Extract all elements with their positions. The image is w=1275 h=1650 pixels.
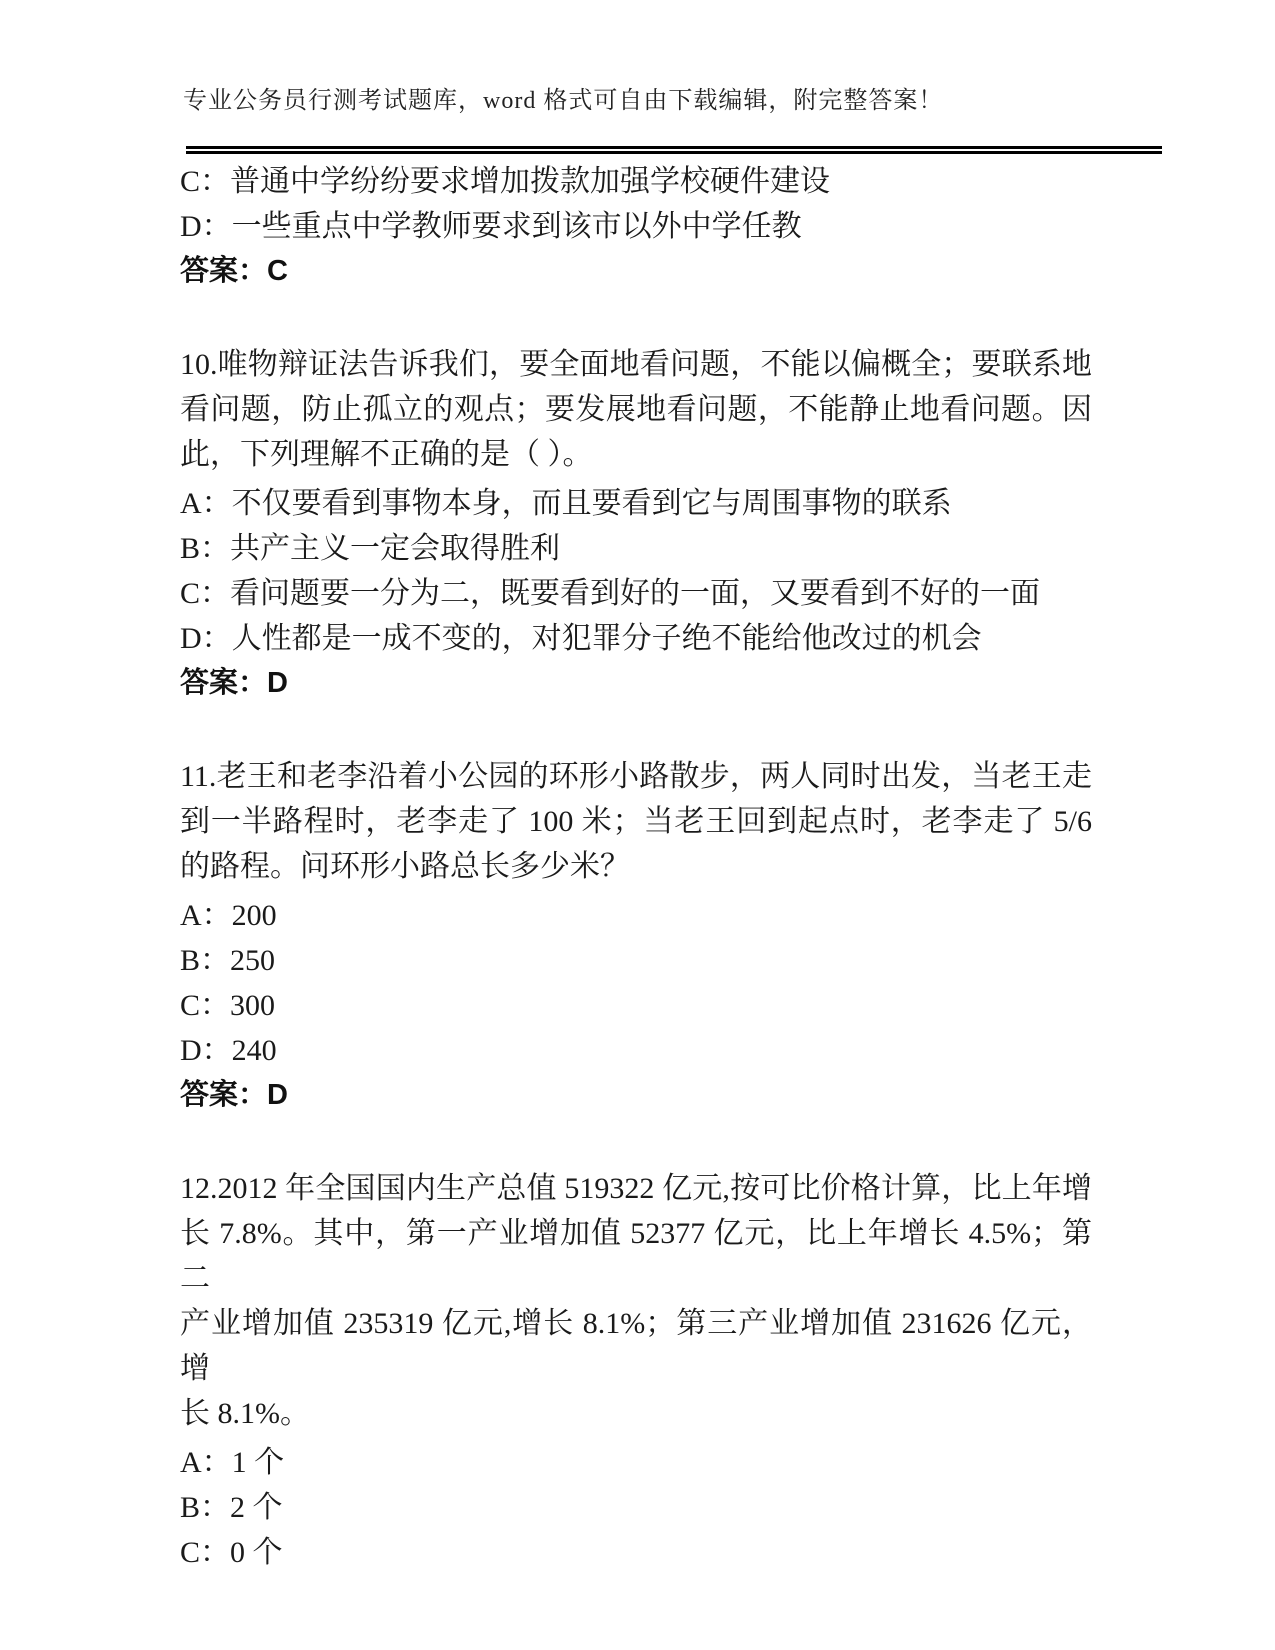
question-10-stem-line-1: 10.唯物辩证法告诉我们，要全面地看问题，不能以偏概全；要联系地 <box>180 348 1092 381</box>
question-10-answer-line: 答案：D <box>180 667 288 699</box>
question-9-partial-answer <box>180 249 1092 294</box>
question-11-option-d-line-1: D：240 <box>180 1034 277 1067</box>
question-11-option-a-line-1: A：200 <box>180 899 277 932</box>
question-12-stem-line-1: 12.2012 年全国国内生产总值 519322 亿元,按可比价格计算，比上年增 <box>180 1172 1092 1205</box>
question-11-stem-line-3: 的路程。问环形小路总长多少米？ <box>180 850 630 883</box>
question-10-option-b-line-1: B：共产主义一定会取得胜利 <box>180 532 561 565</box>
question-10-stem-line-3: 此，下列理解不正确的是（ ）。 <box>180 438 593 471</box>
question-10-option-a <box>180 481 1092 526</box>
question-10-option-d <box>180 616 1092 661</box>
question-9-partial-answer-line: 答案：C <box>180 255 288 287</box>
question-11-option-c-line-1: C：300 <box>180 989 276 1022</box>
question-9-partial-option-d-line-1: D：一些重点中学教师要求到该市以外中学任教 <box>180 210 802 243</box>
question-12-option-c <box>180 1530 1092 1575</box>
question-11-stem-line-1: 11.老王和老李沿着小公园的环形小路散步，两人同时出发，当老王走 <box>180 760 1092 793</box>
question-9-partial-option-d <box>180 204 1092 249</box>
question-11-stem-line-2: 到一半路程时，老李走了 100 米；当老王回到起点时，老李走了 5/6 <box>180 805 1092 838</box>
question-11-stem <box>180 754 1092 889</box>
document-content <box>180 159 1092 1575</box>
question-10-option-a-line-1: A：不仅要看到事物本身，而且要看到它与周围事物的联系 <box>180 487 952 520</box>
question-11-answer-line: 答案：D <box>180 1079 288 1111</box>
question-10-answer <box>180 661 1092 706</box>
question-10-option-d-line-1: D：人性都是一成不变的，对犯罪分子绝不能给他改过的机会 <box>180 622 982 655</box>
question-10-option-c-line-1: C：看问题要一分为二，既要看到好的一面，又要看到不好的一面 <box>180 577 1041 610</box>
question-9-partial-option-c <box>180 159 1092 204</box>
question-10-option-b <box>180 526 1092 571</box>
question-11-option-b <box>180 938 1092 983</box>
question-11-answer <box>180 1073 1092 1118</box>
question-11-option-b-line-1: B：250 <box>180 944 276 977</box>
question-11-option-a <box>180 893 1092 938</box>
question-12-option-a <box>180 1440 1092 1485</box>
question-12-option-a-line-1: A：1 个 <box>180 1446 285 1479</box>
question-12-stem-line-4: 长 8.1%。 <box>180 1397 310 1430</box>
header-divider <box>186 146 1162 154</box>
question-10-option-c <box>180 571 1092 616</box>
question-10-stem <box>180 342 1092 477</box>
question-12-stem <box>180 1166 1092 1436</box>
question-11-option-c <box>180 983 1092 1028</box>
question-12-option-b <box>180 1485 1092 1530</box>
question-10-stem-line-2: 看问题，防止孤立的观点；要发展地看问题，不能静止地看问题。因 <box>180 393 1092 426</box>
question-12-option-c-line-1: C：0 个 <box>180 1536 283 1569</box>
question-12-stem-line-2: 长 7.8%。其中，第一产业增加值 52377 亿元，比上年增长 4.5%；第二 <box>180 1217 1092 1295</box>
question-11-option-d <box>180 1028 1092 1073</box>
question-12-stem-line-3: 产业增加值 235319 亿元,增长 8.1%；第三产业增加值 231626 亿元，增 <box>180 1307 1092 1385</box>
page-header-note: 专业公务员行测考试题库，word 格式可自由下载编辑，附完整答案！ <box>183 88 944 114</box>
question-12-option-b-line-1: B：2 个 <box>180 1491 283 1524</box>
question-9-partial-option-c-line-1: C：普通中学纷纷要求增加拨款加强学校硬件建设 <box>180 165 831 198</box>
